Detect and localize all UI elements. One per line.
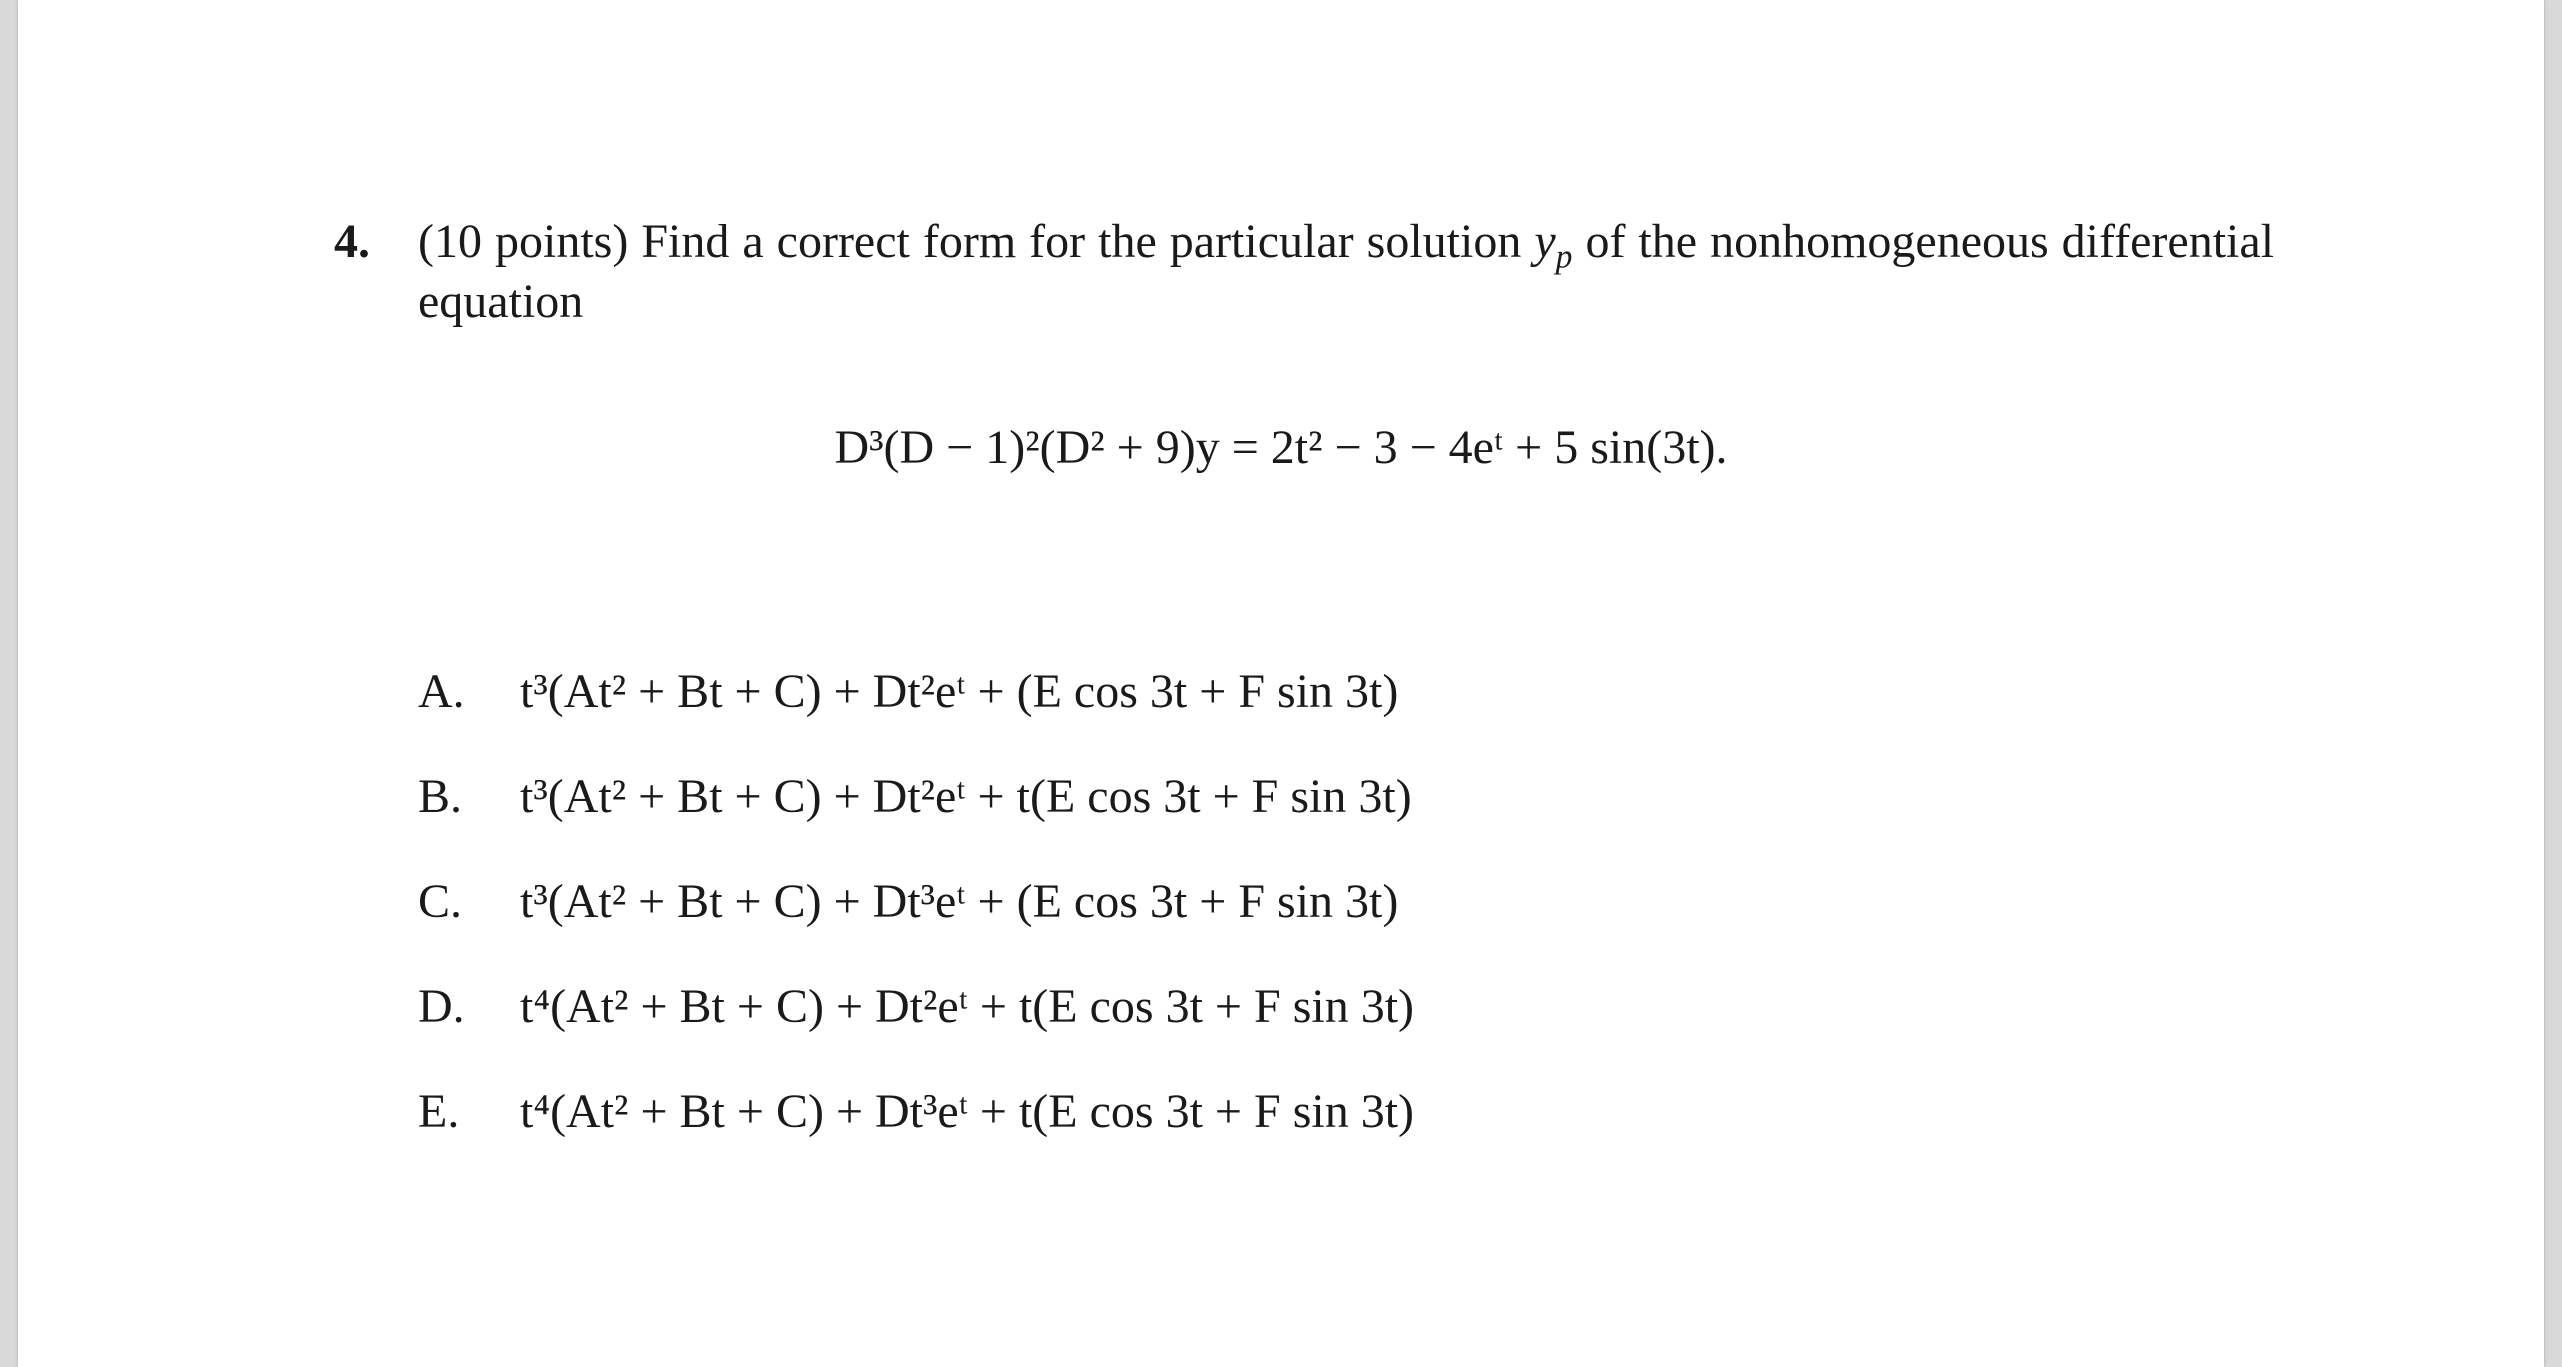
option-b[interactable] [418,767,1414,872]
option-expression: t³(At² + Bt + C) + Dt²eᵗ + (E cos 3t + F sin 3t) [520,665,1399,718]
option-expression: t³(At² + Bt + C) + Dt³eᵗ + (E cos 3t + F sin 3t) [520,875,1399,928]
option-expression: t⁴(At² + Bt + C) + Dt³eᵗ + t(E cos 3t + F sin 3t) [520,1085,1415,1138]
differential-equation: D³(D − 1)²(D² + 9)y = 2t² − 3 − 4eᵗ + 5 sin(3t). [834,421,1728,474]
option-d[interactable] [418,977,1414,1082]
problem-statement [334,212,2274,332]
option-c[interactable] [418,872,1414,977]
problem-points: (10 points) [418,215,629,268]
problem-text-before: Find a correct form for the particular solution [641,215,1522,268]
document-page [18,0,2544,1367]
option-letter: A. [418,665,465,718]
option-expression: t³(At² + Bt + C) + Dt²eᵗ + t(E cos 3t + F sin 3t) [520,770,1412,823]
option-a[interactable] [418,662,1414,767]
option-expression: t⁴(At² + Bt + C) + Dt²eᵗ + t(E cos 3t + F sin 3t) [520,980,1415,1033]
option-letter: B. [418,770,463,823]
option-letter: C. [418,875,463,928]
option-letter: D. [418,980,465,1033]
option-e[interactable] [418,1082,1414,1187]
answer-options [418,662,1414,1187]
problem-text-after: of the nonhomogeneous differential equation [418,215,2275,328]
yp-symbol: $y_p$ [1534,215,1573,276]
problem-text [418,212,2274,332]
problem-number: 4. [334,215,370,268]
option-letter: E. [418,1085,460,1138]
